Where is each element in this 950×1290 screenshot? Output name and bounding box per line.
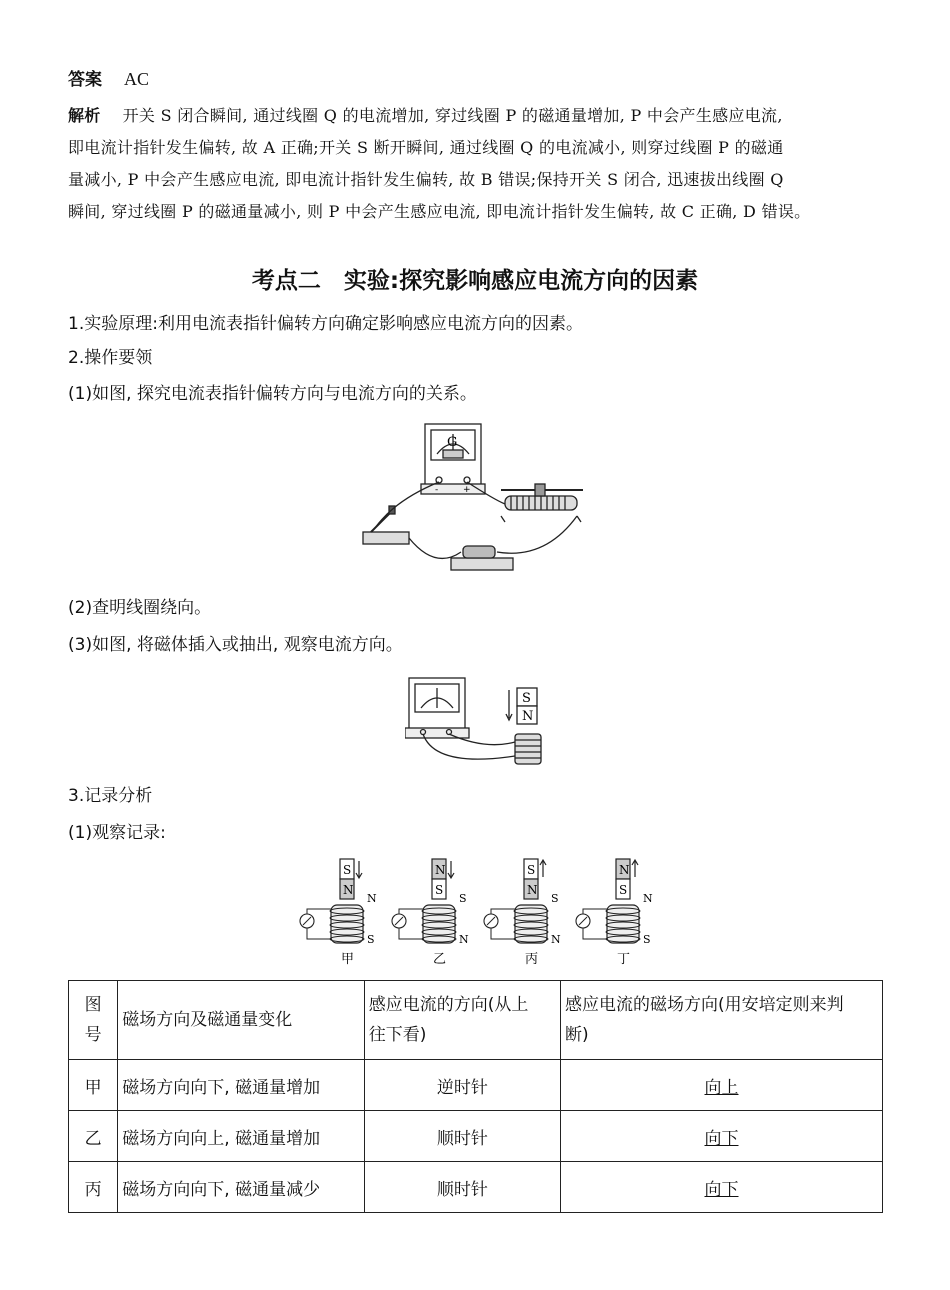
step2-text: (2)查明线圈绕向。 [68, 598, 212, 618]
coil-bottom-label: S [367, 933, 375, 946]
panel-3 [484, 859, 561, 967]
answer-line [68, 68, 149, 91]
header-cell-current: 感应电流的方向(从上 往下看) [364, 981, 560, 1060]
analysis-line: 量减小, P 中会产生感应电流, 即电流计指针发生偏转, 故 B 错误;保持开关 S 闭合, 迅速拔出线圈 Q [68, 170, 784, 189]
header-cell-fig: 图 号 [69, 981, 118, 1060]
table-row [69, 1111, 883, 1162]
operation-heading: 2.操作要领 [68, 348, 153, 368]
cell-current: 顺时针 [364, 1111, 560, 1162]
panel-4 [576, 859, 653, 967]
principle-text: 1.实验原理:利用电流表指针偏转方向确定影响感应电流方向的因素。 [68, 314, 583, 334]
magnet-bottom-label: N [343, 883, 354, 897]
cell-current: 顺时针 [364, 1162, 560, 1213]
up-arrow-icon [632, 860, 638, 877]
cell-change: 磁场方向向下, 磁通量减少 [118, 1162, 365, 1213]
coil-bottom-label: N [459, 933, 469, 946]
magnet-top-label: N [435, 863, 446, 877]
answer-label: 答案 [68, 70, 102, 90]
cell-fig: 丙 [69, 1162, 118, 1213]
panel-label: 丁 [617, 952, 631, 967]
magnet-top-label: N [619, 863, 630, 877]
magnet-top-label: S [522, 691, 531, 706]
header-cell-change: 磁场方向及磁通量变化 [118, 981, 365, 1060]
magnet-bottom-label: N [527, 883, 538, 897]
cell-change: 磁场方向向上, 磁通量增加 [118, 1111, 365, 1162]
coil [515, 905, 547, 943]
panel-2 [392, 859, 469, 967]
table-row [69, 1162, 883, 1213]
coil [607, 905, 639, 943]
magnet-top-label: S [343, 863, 352, 877]
circuit-figure [355, 420, 595, 580]
cell-current: 逆时针 [364, 1060, 560, 1111]
analysis-block [68, 100, 898, 228]
analysis-line: 即电流计指针发生偏转, 故 A 正确;开关 S 断开瞬间, 通过线圈 Q 的电流减小, 则穿过线圈 P 的磁通 [68, 138, 784, 157]
coil-top-label: N [643, 892, 653, 905]
cell-field: 向上 [704, 1077, 739, 1098]
cell-fig: 乙 [69, 1111, 118, 1162]
analysis-label: 解析 [68, 106, 101, 125]
table-header-row [69, 981, 883, 1060]
coil [331, 905, 363, 943]
coil-top-label: S [551, 892, 559, 905]
cell-field: 向下 [704, 1179, 739, 1200]
answer-value: AC [124, 69, 150, 89]
cell-field: 向下 [704, 1128, 739, 1149]
section-title: 考点二 实验:探究影响感应电流方向的因素 [251, 268, 699, 294]
step3-text: (3)如图, 将磁体插入或抽出, 观察电流方向。 [68, 635, 403, 655]
magnet-bottom-label: N [522, 709, 534, 724]
magnet-top-label: S [527, 863, 536, 877]
step1-text: (1)如图, 探究电流表指针偏转方向与电流方向的关系。 [68, 384, 477, 404]
panel-1 [300, 859, 377, 967]
observation-table [68, 980, 883, 1213]
cell-fig: 甲 [69, 1060, 118, 1111]
panel-label: 甲 [341, 952, 355, 967]
magnet-bottom-label: S [619, 883, 628, 897]
plus-sign: + [463, 485, 471, 495]
table-row [69, 1060, 883, 1111]
observation-figure [295, 855, 665, 970]
header-cell-field: 感应电流的磁场方向(用安培定则来判 断) [561, 981, 883, 1060]
record-heading: 3.记录分析 [68, 786, 153, 806]
coil-bottom-label: S [643, 933, 651, 946]
down-arrow-icon [356, 861, 362, 878]
coil-top-label: N [367, 892, 377, 905]
panel-label: 乙 [433, 952, 447, 967]
analysis-line: 瞬间, 穿过线圈 P 的磁通量减小, 则 P 中会产生感应电流, 即电流计指针发生偏转, 故 C 正确, D 错误。 [68, 202, 811, 221]
up-arrow-icon [540, 860, 546, 877]
panel-label: 丙 [525, 952, 539, 967]
coil [423, 905, 455, 943]
observe-heading: (1)观察记录: [68, 823, 166, 843]
cell-change: 磁场方向向下, 磁通量增加 [118, 1060, 365, 1111]
coil-bottom-label: N [551, 933, 561, 946]
minus-sign: - [435, 485, 439, 495]
analysis-text: 开关 S 闭合瞬间, 通过线圈 Q 的电流增加, 穿过线圈 P 的磁通量增加, P 中会产生感应电流, [122, 106, 783, 125]
analysis-line [68, 100, 898, 132]
down-arrow-icon [448, 861, 454, 878]
magnet-coil-figure [405, 672, 555, 768]
magnet-bottom-label: S [435, 883, 444, 897]
meter-label: G [447, 435, 458, 450]
coil-top-label: S [459, 892, 467, 905]
